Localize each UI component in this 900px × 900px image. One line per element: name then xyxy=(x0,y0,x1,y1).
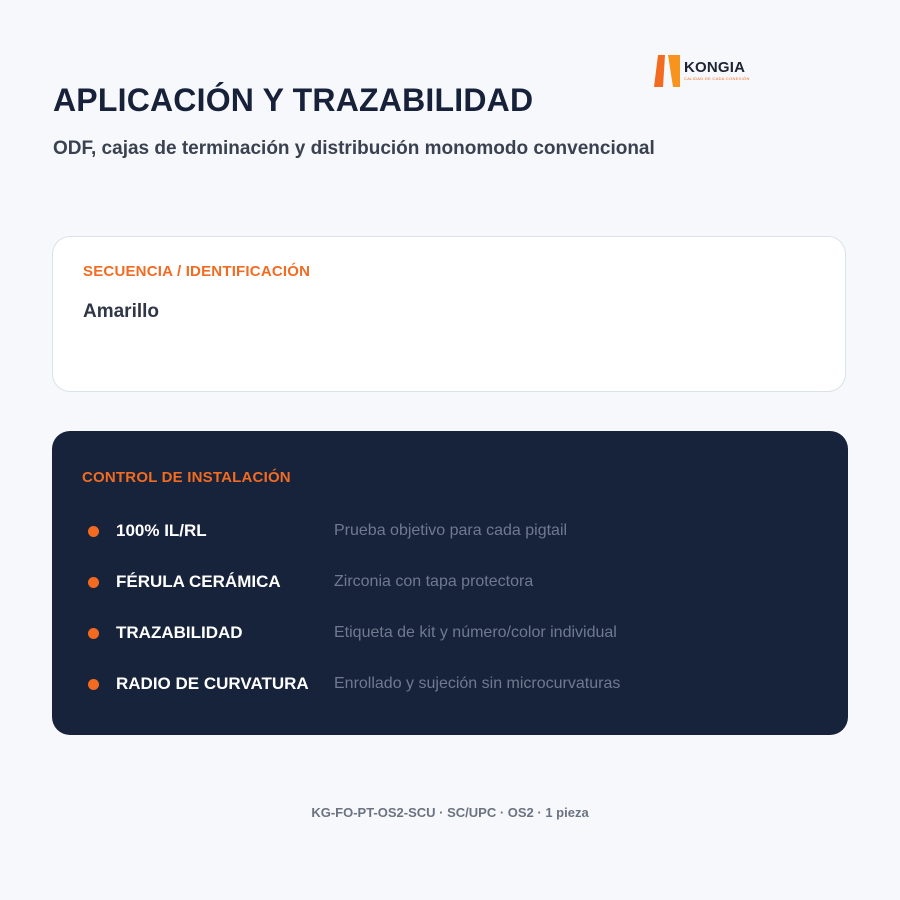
control-item-title: TRAZABILIDAD xyxy=(116,623,243,642)
control-item-il-rl xyxy=(52,513,848,564)
bullet-dot-icon xyxy=(88,679,99,690)
control-item-title: RADIO DE CURVATURA xyxy=(116,674,309,693)
bullet-dot-icon xyxy=(88,628,99,639)
product-code-footer: KG-FO-PT-OS2-SCU · SC/UPC · OS2 · 1 pieza xyxy=(311,805,589,820)
control-item-ferula xyxy=(52,564,848,615)
control-item-trazabilidad xyxy=(52,615,848,666)
installation-control-label: CONTROL DE INSTALACIÓN xyxy=(82,469,291,486)
control-item-description: Zirconia con tapa protectora xyxy=(334,573,534,590)
page-subtitle: ODF, cajas de terminación y distribución monomodo convencional xyxy=(53,138,655,159)
bullet-dot-icon xyxy=(88,577,99,588)
page-title: APLICACIÓN Y TRAZABILIDAD xyxy=(53,82,534,118)
control-item-description: Etiqueta de kit y número/color individual xyxy=(334,624,617,641)
control-item-title: FÉRULA CERÁMICA xyxy=(116,572,281,591)
brand-name: KONGIA xyxy=(684,59,746,76)
control-item-description: Enrollado y sujeción sin microcurvaturas xyxy=(334,675,621,692)
control-item-radio-curvatura xyxy=(52,666,848,717)
kongia-logo-icon xyxy=(654,55,680,87)
brand-logo xyxy=(654,55,750,87)
installation-control-card xyxy=(52,431,848,735)
control-item-description: Prueba objetivo para cada pigtail xyxy=(334,522,568,539)
brand-tagline: CALIDAD DE CADA CONEXIÓN xyxy=(684,76,750,81)
sequence-card xyxy=(52,236,846,392)
bullet-dot-icon xyxy=(88,526,99,537)
sequence-value: Amarillo xyxy=(83,301,160,322)
control-item-title: 100% IL/RL xyxy=(116,521,207,540)
installation-control-list xyxy=(52,513,848,717)
sequence-label: SECUENCIA / IDENTIFICACIÓN xyxy=(83,263,311,280)
